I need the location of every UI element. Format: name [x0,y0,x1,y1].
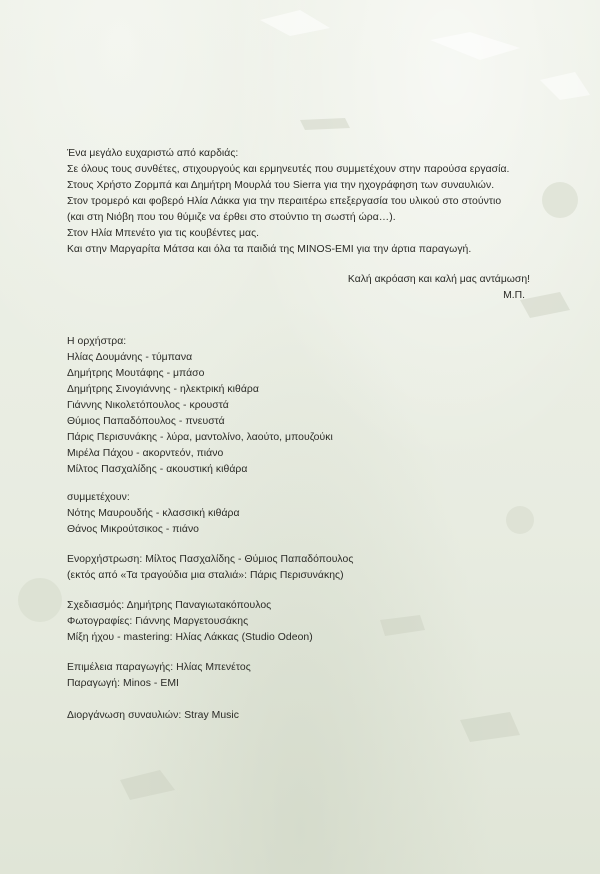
orchestra-member: Γιάννης Νικολετόπουλος - κρουστά [67,400,229,411]
closing-line: Καλή ακρόαση και καλή μας αντάμωση! [347,274,530,285]
credit-production: Παραγωγή: Minos - EMI [67,678,179,689]
thanks-line-2: Σε όλους τους συνθέτες, στιχουργούς και ερμηνευτές που συμμετέχουν στην παρούσα εργασία. [67,164,510,175]
credit-orchestration: Ενορχήστρωση: Μίλτος Πασχαλίδης - Θύμιος Παπαδόπουλος [67,554,354,565]
orchestra-member: Ηλίας Δουμάνης - τύμπανα [67,352,193,363]
thanks-line-3: Στους Χρήστο Ζορμπά και Δημήτρη Μουρλά του Sierra για την ηχογράφηση των συναυλιών. [67,180,495,191]
thanks-line-1: Ένα μεγάλο ευχαριστώ από καρδιάς: [67,148,239,159]
credit-design: Σχεδιασμός: Δημήτρης Παναγιωτακόπουλος [67,600,272,611]
orchestra-member: Δημήτρης Σινογιάννης - ηλεκτρική κιθάρα [67,384,259,395]
thanks-line-5: (και στη Νιόβη που του θύμιζε να έρθει στο στούντιο τη σωστή ώρα…). [67,212,396,223]
guests-heading: συμμετέχουν: [67,492,130,503]
signature: Μ.Π. [503,290,525,301]
orchestra-heading: Η ορχήστρα: [67,336,127,347]
orchestra-member: Μίλτος Πασχαλίδης - ακουστική κιθάρα [67,464,248,475]
orchestra-member: Θύμιος Παπαδόπουλος - πνευστά [67,416,225,427]
orchestra-member: Μιρέλα Πάχου - ακορντεόν, πιάνο [67,448,224,459]
credit-concerts: Διοργάνωση συναυλιών: Stray Music [67,710,240,721]
guest-member: Νότης Μαυρουδής - κλασσική κιθάρα [67,508,240,519]
thanks-line-6: Στον Ηλία Μπενέτο για τις κουβέντες μας. [67,228,260,239]
credit-photos: Φωτογραφίες: Γιάννης Μαργετουσάκης [67,616,249,627]
credit-mix: Μίξη ήχου - mastering: Ηλίας Λάκκας (Studio Odeon) [67,632,313,643]
credit-orchestration-note: (εκτός από «Τα τραγούδια μια σταλιά»: Πάρις Περισυνάκης) [67,570,344,581]
orchestra-member: Πάρις Περισυνάκης - λύρα, μαντολίνο, λαούτο, μπουζούκι [67,432,333,443]
credit-supervision: Επιμέλεια παραγωγής: Ηλίας Μπενέτος [67,662,251,673]
thanks-line-4: Στον τρομερό και φοβερό Ηλία Λάκκα για την περαιτέρω επεξεργασία του υλικού στο στούντιο [67,196,502,207]
guest-member: Θάνος Μικρούτσικος - πιάνο [67,524,200,535]
orchestra-member: Δημήτρης Μουτάφης - μπάσο [67,368,205,379]
thanks-line-7: Και στην Μαργαρίτα Μάτσα και όλα τα παιδιά της MINOS-EMI για την άρτια παραγωγή. [67,244,472,255]
